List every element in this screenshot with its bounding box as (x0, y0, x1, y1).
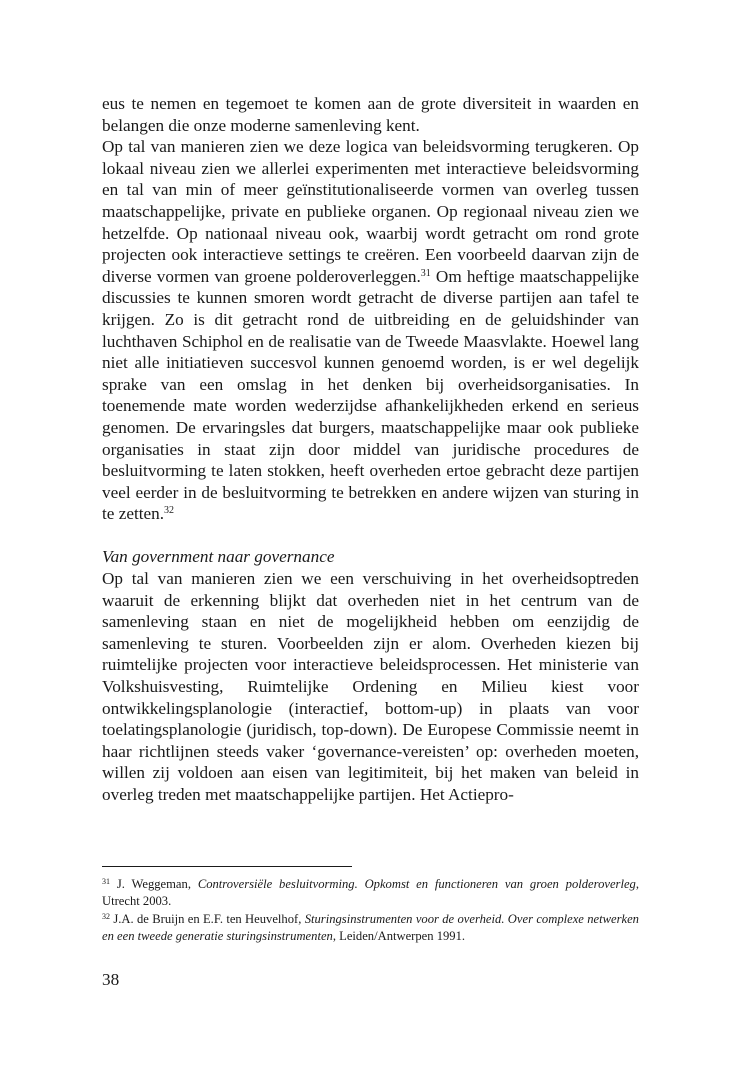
paragraph-2-part-b: Om heftige maatschappelijke discussies te kunnen smoren wordt getracht de diverse partijen aan tafel te krijgen. Zo is dit getracht rond de uitbreiding en de geluidshinder van luchthaven Schiphol en de realisatie van de Tweede Maasvlakte. Hoewel lang niet alle initiatieven succesvol kunnen genoemd worden, is er wel degelijk sprake van een omslag in het denken bij overheidsorganisaties. In toenemende mate worden wederzijdse afhankelijkheden erkend en serieus genomen. De ervaringsles dat burgers, maatschappelijke maar ook publieke organisaties in staat zijn door middel van juridische procedures de besluitvorming te laten stokken, heeft overheden ertoe gebracht deze partijen veel eerder in de besluitvorming te betrekken en andere wijzen van sturing in te zetten. (102, 266, 639, 524)
footnote-32-number: 32 (102, 911, 110, 921)
paragraph-gap (102, 525, 639, 547)
footnote-31 (102, 876, 639, 911)
page-number: 38 (102, 970, 120, 989)
footnote-32-rest: , Leiden/Antwerpen 1991. (332, 929, 466, 944)
footnote-31-title: Controversiële besluitvorming. Opkomst en functioneren van groen polderoverleg (197, 877, 636, 891)
footnote-ref-31: 31 (420, 267, 431, 279)
paragraph-3: Op tal van manieren zien we een verschuiving in het overheidsoptreden waaruit de erkenning blijkt dat overheden niet in het centrum van de samenleving staan en niet de mogelijkheid hebben om eenzijdig de samenleving te sturen. Voorbeelden zijn er alom. Overheden kiezen bij ruimtelijke projecten voor interactieve beleidsprocessen. Het ministerie van Volkshuisvesting, Ruimtelijke Ordening en Milieu kiest voor ontwikkelingsplanologie (interactief, bottom-up) in plaats van voor toelatingsplanologie (juridisch, top-down). De Europese Commissie neemt in haar richtlijnen steeds vaker ‘governance-vereisten’ op: overheden moeten, willen zij voldoen aan eisen van legitimiteit, bij het maken van beleid in overleg treden met maatschappelijke partijen. Het Actiepro- (102, 569, 639, 804)
footnote-divider (102, 866, 352, 867)
footnotes (102, 876, 639, 946)
footnote-ref-32: 32 (164, 505, 175, 517)
footnote-31-rest: , Utrecht 2003. (102, 877, 640, 909)
paragraph-2-part-a: Op tal van manieren zien we deze logica van beleidsvorming terugkeren. Op lokaal niveau zien we allerlei experimenten met interactieve beleidsvorming en tal van min of meer geïnstitutionaliseerde vormen van overleg tussen maatschappelijke, private en publieke organen. Op regionaal niveau zien we hetzelfde. Op nationaal niveau ook, waarbij wordt getracht om rond grote projecten ook interactieve settings te creëren. Een voorbeeld daarvan zijn de diverse vormen van groene polderoverleggen. (102, 137, 639, 286)
paragraph-2 (102, 136, 639, 525)
paragraph-1: eus te nemen en tegemoet te komen aan de grote diversiteit in waarden en belangen die onze moderne samenleving kent. (102, 94, 639, 135)
section-heading: Van government naar governance (102, 547, 335, 567)
main-text (102, 93, 639, 806)
footnote-31-author: J. Weggeman, (110, 877, 198, 891)
footnote-31-number: 31 (102, 877, 110, 886)
footnote-32-title: Sturingsinstrumenten voor de overheid. Over complexe netwerken en een tweede generatie sturingsinstrumenten (102, 911, 639, 944)
footnote-32-author: J.A. de Bruijn en E.F. ten Heuvelhof, (110, 911, 305, 926)
footnote-32 (102, 911, 639, 946)
